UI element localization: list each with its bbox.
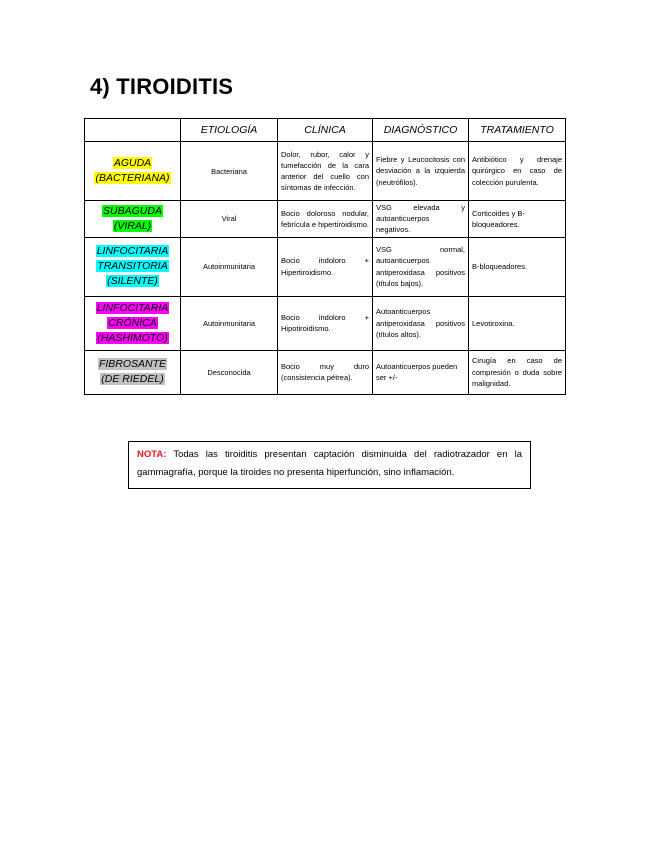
table-row [85,142,566,201]
diagnostico-cell: Autoanticuerpos antiperoxidasa positivos (títulos altos). [373,296,469,350]
page-title: 4) TIROIDITIS [90,74,234,99]
note-text: Todas las tiroiditis presentan captación disminuida del radiotrazador en la gammagrafía, porque la tiroides no presenta hiperfunción, sino inflamación. [137,449,522,478]
tratamiento-cell: Levotiroxina. [469,296,566,350]
row-name-line: (DE RIEDEL) [101,373,164,386]
etiologia-cell: Bacteriana [181,142,278,201]
clinica-cell: Bocio doloroso nodular, febrícula e hipertiroidismo. [278,201,373,238]
table-row [85,237,566,296]
clinica-cell: Bocio indoloro + Hipotiroidismo. [278,296,373,350]
header-diagnostico: DIAGNÓSTICO [373,119,469,142]
note-box [128,441,531,489]
table-row [85,201,566,238]
tratamiento-cell: B-bloqueadores. [469,237,566,296]
row-name-line: LINFOCITARIA [96,245,169,258]
row-name-cell [85,296,181,350]
row-name-line: TRANSITORIA [97,260,168,273]
row-name-cell [85,237,181,296]
etiologia-cell: Autoinmunitaria [181,237,278,296]
clinica-cell: Bocio muy duro (consistencia pétrea). [278,350,373,394]
clinica-cell: Bocio indoloro + Hipertiroidismo. [278,237,373,296]
header-blank [85,119,181,142]
row-name-cell [85,350,181,394]
table-row [85,350,566,394]
tratamiento-cell: Antibiótico y drenaje quirúrgico en caso de colección purulenta. [469,142,566,201]
table-row [85,296,566,350]
diagnostico-cell: VSG elevada y autoanticuerpos negativos. [373,201,469,238]
row-name-cell [85,142,181,201]
note-label: NOTA: [137,449,167,460]
etiologia-cell: Viral [181,201,278,238]
row-name-line: (VIRAL) [113,219,152,232]
etiologia-cell: Desconocida [181,350,278,394]
tratamiento-cell: Corticoides y B-bloqueadores. [469,201,566,238]
header-clinica: CLÍNICA [278,119,373,142]
header-etiologia: ETIOLOGÍA [181,119,278,142]
row-name-line: SUBAGUDA [103,204,162,217]
diagnostico-cell: Fiebre y Leucocitosis con desviación a la izquierda (neutrófilos). [373,142,469,201]
row-name-cell [85,201,181,238]
clinica-cell: Dolor, rubor, calor y tumefacción de la cara anterior del cuello con síntomas de infección. [278,142,373,201]
row-name-line: (SILENTE) [107,275,158,288]
diagnostico-cell: Autoanticuerpos pueden ser +/- [373,350,469,394]
row-name-line: (BACTERIANA) [95,172,170,184]
row-name-line: (HASHIMOTO) [97,331,168,344]
table-header-row [85,119,566,142]
row-name-line: AGUDA [113,157,152,169]
header-tratamiento: TRATAMIENTO [469,119,566,142]
tratamiento-cell: Cirugía en caso de compresión o duda sobre malignidad. [469,350,566,394]
diagnostico-cell: VSG normal, autoanticuerpos antiperoxidasa positivos (títulos bajos). [373,237,469,296]
row-name-line: FIBROSANTE [98,358,167,371]
etiologia-cell: Autoinmunitaria [181,296,278,350]
tiroiditis-table [84,118,566,395]
row-name-line: LINFOCITARIA [96,301,169,314]
row-name-line: CRÓNICA [108,316,157,329]
